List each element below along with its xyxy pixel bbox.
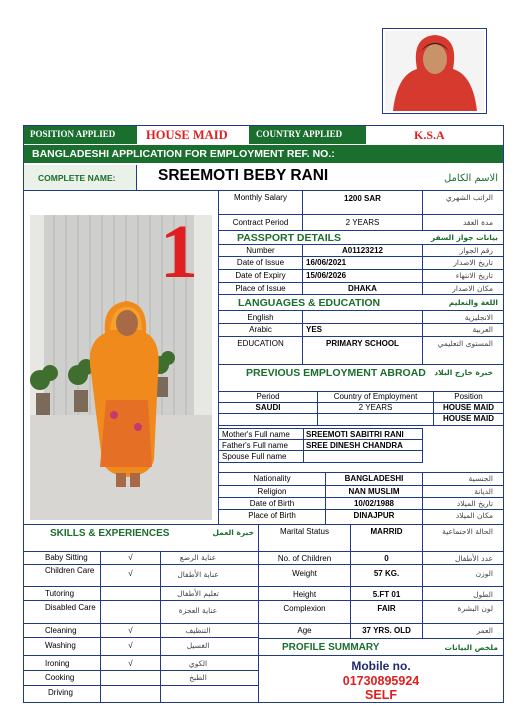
name-value: SREEMOTI BEBY RANI — [158, 167, 329, 184]
profile-summary-arabic: ملخص البيانات — [444, 643, 498, 652]
spouse-label: Spouse Full name — [222, 452, 287, 461]
skill-arabic: عناية الرضع — [179, 553, 217, 562]
contract-label: Contract Period — [232, 218, 289, 227]
skills-title: SKILLS & EXPERIENCES — [50, 528, 170, 539]
photo-number: 1 — [160, 210, 198, 294]
nationality-arabic: الجنسية — [468, 474, 493, 483]
previous-employment-arabic: خبرة خارج البلاد — [434, 368, 493, 377]
form-title: BANGLADESHI APPLICATION FOR EMPLOYMENT REF. NO.: — [32, 148, 335, 160]
skill-check: √ — [128, 569, 133, 578]
prev-row2-position: HOUSE MAID — [442, 414, 495, 423]
pob-arabic: مكان الميلاد — [455, 511, 493, 520]
marital-label: Marital Status — [280, 527, 329, 536]
country-value: K.S.A — [414, 128, 445, 142]
position-label: POSITION APPLIED — [30, 129, 116, 139]
position-value: HOUSE MAID — [146, 128, 228, 142]
height-label: Height — [292, 590, 317, 599]
prev-header-period: Period — [256, 392, 280, 401]
mobile-owner: SELF — [365, 688, 397, 702]
contract-arabic: مدة العقد — [463, 218, 493, 227]
place-of-issue-arabic: مكان الاصدار — [452, 284, 493, 293]
pob-value: DINAJPUR — [353, 511, 395, 520]
father-label: Father's Full name — [222, 441, 288, 450]
prev-row1-period: SAUDI — [255, 403, 281, 412]
expiry-date-value: 15/06/2026 — [306, 271, 347, 280]
mobile-label: Mobile no. — [351, 659, 411, 673]
age-arabic: العمر — [476, 626, 493, 635]
skill-arabic: الكوي — [188, 659, 208, 668]
name-arabic: الاسم الكامل — [443, 173, 498, 184]
issue-date-value: 16/06/2021 — [306, 258, 347, 267]
pob-label: Place of Birth — [248, 511, 296, 520]
skill-label: Tutoring — [45, 589, 75, 598]
religion-arabic: الديانة — [474, 487, 493, 496]
passport-number-value: A01123212 — [342, 246, 383, 255]
profile-summary-title: PROFILE SUMMARY — [282, 642, 380, 653]
mother-value: SREEMOTI SABITRI RANI — [306, 430, 404, 439]
height-arabic: الطول — [473, 590, 493, 599]
prev-header-position: Position — [454, 392, 483, 401]
portrait-photo — [382, 28, 487, 114]
age-label: Age — [297, 626, 312, 635]
education-value: PRIMARY SCHOOL — [326, 339, 399, 348]
expiry-date-arabic: تاريخ الانتهاء — [455, 271, 493, 280]
arabic-label: Arabic — [249, 325, 272, 334]
skills-arabic-title: خبرة العمل — [212, 528, 254, 537]
passport-number-arabic: رقم الجواز — [459, 246, 493, 255]
dob-label: Date of Birth — [249, 499, 295, 508]
dob-value: 10/02/1988 — [353, 499, 395, 508]
skill-label: Washing — [45, 641, 76, 650]
issue-date-label: Date of Issue — [236, 258, 285, 267]
dob-arabic: تاريخ الميلاد — [456, 499, 493, 508]
prev-row1-position: HOUSE MAID — [442, 403, 495, 412]
children-value: 0 — [384, 554, 389, 563]
previous-employment-title: PREVIOUS EMPLOYMENT ABROAD — [246, 367, 426, 379]
skill-arabic: الطبخ — [189, 673, 207, 682]
skill-arabic: الغسيل — [186, 641, 210, 650]
skill-arabic: عناية الأطفال — [177, 570, 219, 579]
passport-arabic-title: بيانات جواز السفر — [430, 233, 498, 242]
english-arabic: الانجليزية — [464, 313, 493, 322]
salary-value: 1200 SAR — [344, 194, 381, 203]
complexion-value: FAIR — [377, 604, 396, 613]
complexion-arabic: لون البشرة — [457, 604, 493, 613]
name-label: COMPLETE NAME: — [38, 173, 116, 183]
nationality-label: Nationality — [253, 474, 291, 483]
languages-arabic-title: اللغة والتعليم — [448, 298, 498, 307]
children-label: No. of Children — [277, 554, 332, 563]
contract-value: 2 YEARS — [345, 218, 380, 227]
skill-label: Children Care — [45, 566, 95, 575]
languages-title: LANGUAGES & EDUCATION — [238, 297, 381, 309]
skill-label: Driving — [48, 688, 73, 697]
mobile-number: 01730895924 — [342, 674, 420, 688]
weight-value: 57 KG. — [373, 569, 400, 578]
arabic-arabic: العربية — [472, 325, 493, 334]
issue-date-arabic: تاريخ الاصدار — [453, 258, 493, 267]
skill-label: Cleaning — [45, 626, 77, 635]
complexion-label: Complexion — [283, 604, 326, 613]
arabic-value: YES — [306, 325, 323, 334]
passport-number-label: Number — [246, 246, 275, 255]
weight-label: Weight — [292, 569, 317, 578]
religion-value: NAN MUSLIM — [348, 487, 400, 496]
marital-value: MARRID — [370, 527, 403, 536]
nationality-value: BANGLADESHI — [344, 474, 404, 483]
skill-arabic: عناية العجزة — [178, 606, 218, 615]
skill-label: Disabled Care — [45, 603, 96, 612]
education-arabic: المستوى التعليمي — [437, 339, 493, 348]
weight-arabic: الوزن — [475, 569, 493, 578]
children-arabic: عدد الأطفال — [455, 554, 493, 563]
skill-check: √ — [128, 626, 133, 635]
skill-label: Ironing — [45, 659, 70, 668]
place-of-issue-value: DHAKA — [348, 284, 377, 293]
skill-check: √ — [128, 641, 133, 650]
father-value: SREE DINESH CHANDRA — [306, 441, 403, 450]
country-label: COUNTRY APPLIED — [256, 129, 343, 139]
skill-arabic: تعليم الأطفال — [177, 589, 219, 598]
skill-label: Cooking — [45, 673, 75, 682]
salary-arabic: الراتب الشهري — [446, 193, 493, 202]
prev-row1-country: 2 YEARS — [358, 403, 393, 412]
religion-label: Religion — [257, 487, 287, 496]
place-of-issue-label: Place of Issue — [235, 284, 286, 293]
passport-title: PASSPORT DETAILS — [237, 232, 342, 244]
prev-header-country: Country of Employment — [333, 392, 418, 401]
skill-check: √ — [128, 659, 133, 668]
english-label: English — [247, 313, 274, 322]
age-value: 37 YRS. OLD — [362, 626, 411, 635]
skill-label: Baby Sitting — [45, 553, 88, 562]
mother-label: Mother's Full name — [222, 430, 290, 439]
expiry-date-label: Date of Expiry — [235, 271, 286, 280]
marital-arabic: الحالة الاجتماعية — [442, 527, 493, 536]
education-label: EDUCATION — [237, 339, 284, 348]
skill-check: √ — [128, 553, 133, 562]
height-value: 5.FT 01 — [372, 590, 401, 599]
salary-label: Monthly Salary — [234, 193, 287, 202]
skill-arabic: التنظيف — [185, 626, 211, 635]
